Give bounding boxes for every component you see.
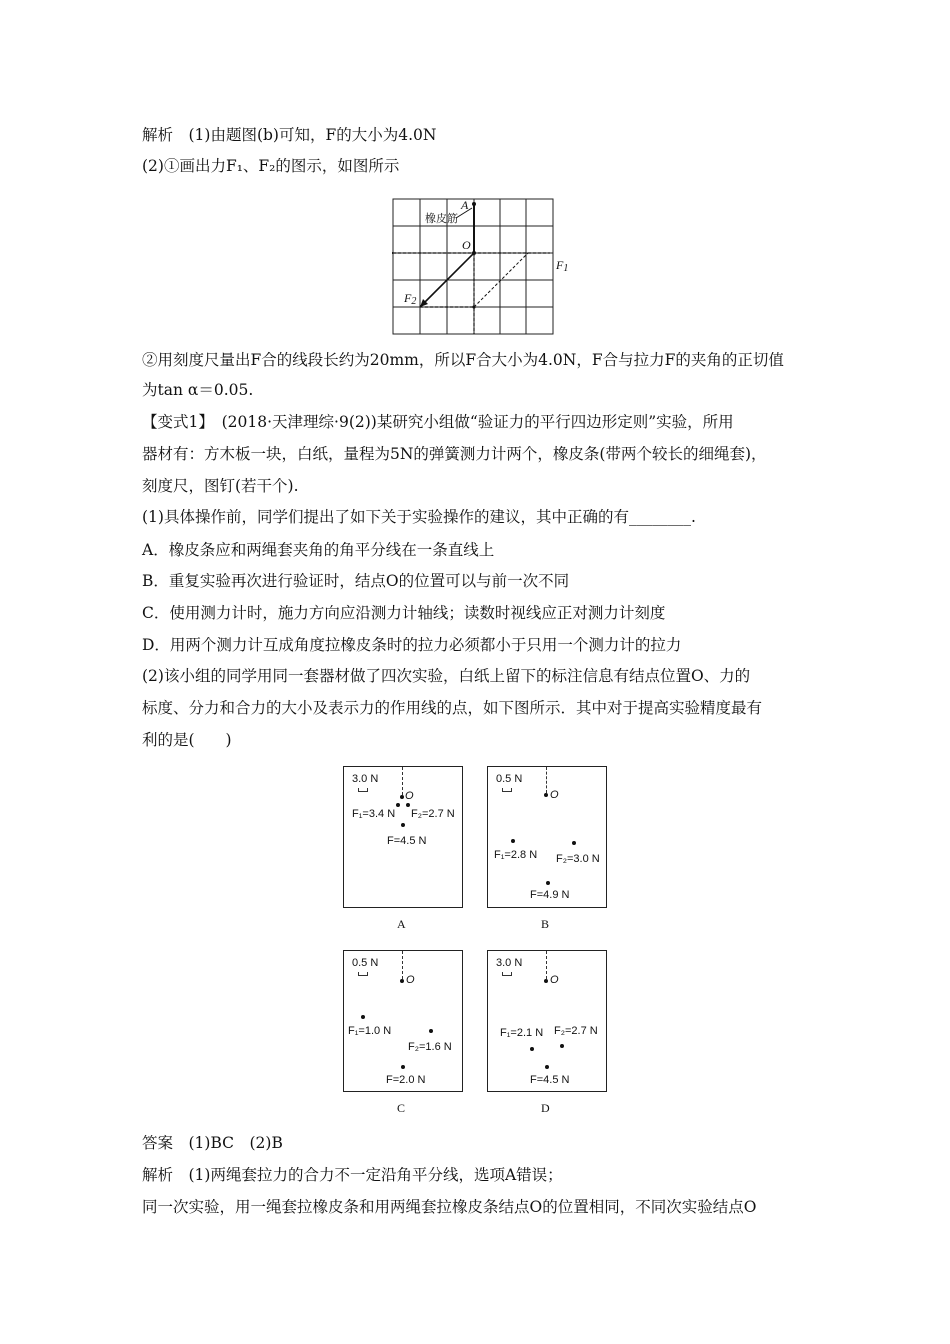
point-f2 [406, 803, 410, 807]
f1-label [556, 258, 568, 274]
scale-label: 0.5 N [352, 957, 379, 969]
f2-letter: F [404, 291, 412, 305]
reference-line [402, 767, 403, 795]
point-f2 [560, 1044, 564, 1048]
text-line-13: (2)该小组的同学用同一套器材做了四次实验，白纸上留下的标注信息有结点位置O、力的 [142, 667, 751, 685]
point-f1 [511, 839, 515, 843]
point-f [546, 881, 550, 885]
text-line-3: ②用刻度尺量出F合的线段长约为20mm，所以F合大小为4.0N，F合与拉力F的夹角的正切值 [142, 351, 784, 369]
f-value: F=2.0 N [386, 1074, 426, 1086]
panel-b [487, 766, 607, 908]
panel-c-caption: C [397, 1101, 406, 1115]
point-f [545, 1065, 549, 1069]
text-line-15: 利的是( ) [142, 731, 232, 749]
f2-value: F₂=3.0 N [556, 853, 600, 865]
reference-line [546, 767, 547, 793]
point-f2 [429, 1029, 433, 1033]
f2-subscript: 2 [411, 296, 417, 307]
o-label: O [550, 789, 559, 801]
text-line-12: D．用两个测力计互成角度拉橡皮条时的拉力必须都小于只用一个测力计的拉力 [142, 636, 682, 654]
scale-label: 0.5 N [496, 773, 523, 785]
panel-a [343, 766, 463, 908]
f1-value: F₁=2.1 N [500, 1027, 544, 1039]
text-line-8: (1)具体操作前，同学们提出了如下关于实验操作的建议，其中正确的有________. [142, 508, 696, 526]
text-line-6: 器材有：方木板一块，白纸，量程为5N的弹簧测力计两个，橡皮条(带两个较长的细绳套)， [142, 445, 767, 463]
rubber-band-label: 橡皮筋 [425, 213, 458, 225]
panel-d [487, 950, 607, 1092]
f-value: F=4.9 N [530, 889, 570, 901]
point-f1 [530, 1047, 534, 1051]
text-line-11: C．使用测力计时，施力方向应沿测力计轴线；读数时视线应正对测力计刻度 [142, 604, 666, 622]
f2-label [404, 291, 416, 307]
answer-line: 答案 (1)BC (2)B [142, 1134, 283, 1152]
f2-value: F₂=2.7 N [411, 808, 455, 820]
panel-c [343, 950, 463, 1092]
o-label: O [406, 974, 415, 986]
scale-label: 3.0 N [496, 957, 523, 969]
point-o [400, 795, 404, 799]
scale-mark [502, 788, 512, 792]
f1-letter: F [556, 258, 564, 272]
o-label: O [405, 790, 414, 802]
point-f1 [396, 803, 400, 807]
force-grid-svg [392, 198, 582, 338]
reference-line [546, 951, 547, 979]
scale-mark [502, 972, 512, 976]
f1-value: F₁=2.8 N [494, 849, 538, 861]
text-line-4: 为tan α＝0.05. [142, 381, 254, 399]
f1-value: F₁=3.4 N [352, 808, 396, 820]
point-o [544, 793, 548, 797]
text-line-7: 刻度尺，图钉(若干个). [142, 477, 299, 495]
f2-value: F₂=1.6 N [408, 1041, 452, 1053]
text-line-1: 解析 (1)由题图(b)可知，F的大小为4.0N [142, 126, 437, 144]
panel-b-caption: B [541, 917, 550, 931]
scale-mark [358, 788, 368, 792]
point-a-label: A [461, 198, 469, 212]
point-f2 [572, 841, 576, 845]
f-value: F=4.5 N [530, 1074, 570, 1086]
text-line-5: 【变式1】 (2018·天津理综·9(2))某研究小组做“验证力的平行四边形定则”实验，所用 [142, 413, 734, 431]
scale-label: 3.0 N [352, 773, 379, 785]
point-f1 [361, 1015, 365, 1019]
force-grid-figure [392, 198, 582, 342]
panel-d-caption: D [541, 1101, 550, 1115]
o-label: O [550, 974, 559, 986]
text-line-17: 解析 (1)两绳套拉力的合力不一定沿角平分线，选项A错误； [142, 1166, 563, 1184]
point-o [544, 979, 548, 983]
text-line-2: (2)①画出力F₁、F₂的图示，如图所示 [142, 157, 400, 175]
f2-value: F₂=2.7 N [554, 1025, 598, 1037]
f-value: F=4.5 N [387, 835, 427, 847]
text-line-18: 同一次实验，用一绳套拉橡皮条和用两绳套拉橡皮条结点O的位置相同，不同次实验结点O [142, 1198, 757, 1216]
f1-value: F₁=1.0 N [348, 1025, 392, 1037]
panel-a-caption: A [397, 917, 406, 931]
point-f [401, 823, 405, 827]
point-f [401, 1065, 405, 1069]
point-o [400, 979, 404, 983]
text-line-14: 标度、分力和合力的大小及表示力的作用线的点，如下图所示．其中对于提高实验精度最有 [142, 699, 763, 717]
scale-mark [358, 972, 368, 976]
reference-line [402, 951, 403, 979]
text-line-9: A．橡皮条应和两绳套夹角的角平分线在一条直线上 [142, 541, 495, 559]
text-line-10: B．重复实验再次进行验证时，结点O的位置可以与前一次不同 [142, 572, 570, 590]
f1-subscript: 1 [563, 263, 569, 274]
point-o-label: O [462, 238, 471, 252]
